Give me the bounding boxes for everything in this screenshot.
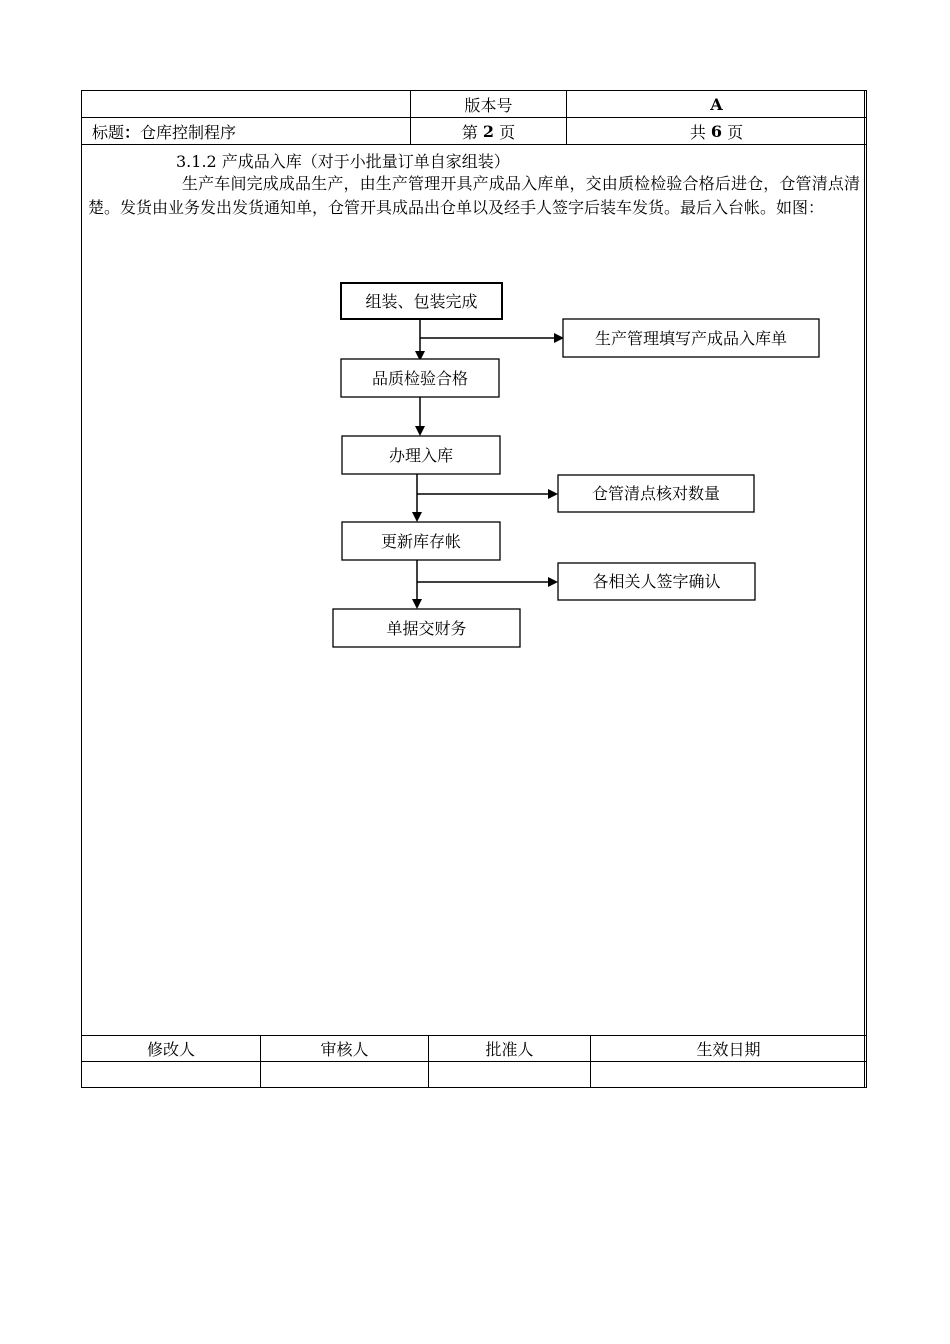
header-row-title xyxy=(82,118,866,145)
version-label: 版本号 xyxy=(464,95,513,115)
flow-side-step xyxy=(558,475,754,512)
reviewer-value xyxy=(260,1062,428,1088)
effective-date-label: 生效日期 xyxy=(696,1040,761,1059)
version-value-cell xyxy=(566,91,866,117)
approver-value xyxy=(428,1062,590,1088)
side-label-1: 生产管理填写产成品入库单 xyxy=(594,329,788,348)
step-label-3: 办理入库 xyxy=(388,446,454,465)
page-total-cell xyxy=(566,118,866,144)
section-heading: 3.1.2 产成品入库（对于小批量订单自家组装） xyxy=(176,152,510,171)
step-label-4: 更新库存帐 xyxy=(380,532,462,551)
title-cell xyxy=(82,118,410,144)
flow-main-step xyxy=(341,359,499,397)
modifier-value xyxy=(82,1062,260,1088)
flowchart xyxy=(82,145,868,1035)
approver-label: 批准人 xyxy=(485,1040,534,1059)
total-suffix: 页 xyxy=(727,122,744,142)
flow-main-step xyxy=(333,609,520,647)
version-label-cell xyxy=(410,91,566,117)
effective-date-value xyxy=(590,1062,866,1088)
flow-side-step xyxy=(558,563,755,600)
flow-main-step xyxy=(342,522,500,560)
arrow-4 xyxy=(412,599,422,609)
title-value: 仓库控制程序 xyxy=(140,122,237,142)
footer-header-approver xyxy=(428,1036,590,1061)
arrow-side-3 xyxy=(548,577,558,587)
footer-header-reviewer xyxy=(260,1036,428,1061)
arrow-side-2 xyxy=(548,489,558,499)
step-label-1: 组装、包装完成 xyxy=(365,292,478,311)
flow-main-step xyxy=(342,436,500,474)
page-number: 2 xyxy=(482,121,495,141)
footer-value-row xyxy=(82,1062,866,1088)
document-frame xyxy=(81,90,867,1088)
content-area xyxy=(82,145,866,1035)
footer-header-modifier xyxy=(82,1036,260,1061)
side-label-3: 各相关人签字确认 xyxy=(592,572,721,591)
page-suffix: 页 xyxy=(499,122,516,142)
total-number: 6 xyxy=(710,121,723,141)
step-label-5: 单据交财务 xyxy=(386,619,467,638)
title-colon: ： xyxy=(124,122,141,142)
arrow-3 xyxy=(412,512,422,522)
footer-header-effective-date xyxy=(590,1036,866,1061)
header-empty-cell xyxy=(82,91,410,117)
version-value: A xyxy=(710,94,723,114)
page-prefix: 第 xyxy=(461,122,478,142)
reviewer-label: 审核人 xyxy=(320,1040,369,1059)
section-paragraph: 生产车间完成成品生产，由生产管理开具产成品入库单，交由质检检验合格后进仓，仓管清点清楚。发货由业务发出发货通知单，仓管开具成品出仓单以及经手人签字后装车发货。最后入台帐。如图： xyxy=(88,174,860,217)
total-prefix: 共 xyxy=(689,122,706,142)
flow-side-step xyxy=(563,319,819,357)
side-label-2: 仓管清点核对数量 xyxy=(591,484,721,503)
flow-main-step xyxy=(341,283,502,319)
footer-header-row xyxy=(82,1035,866,1062)
step-label-2: 品质检验合格 xyxy=(371,369,469,388)
arrow-2 xyxy=(415,426,425,436)
modifier-label: 修改人 xyxy=(146,1040,195,1059)
header-row-version xyxy=(82,91,866,118)
title-label: 标题 xyxy=(92,122,125,142)
page-number-cell xyxy=(410,118,566,144)
